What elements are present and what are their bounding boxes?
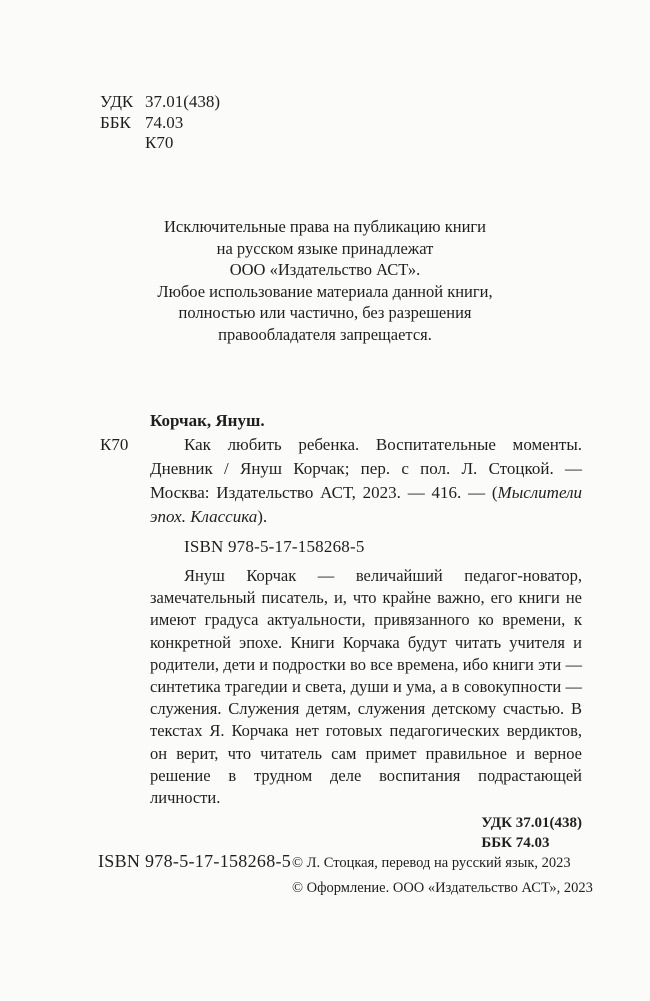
catalog-author-heading: Корчак, Януш. (150, 411, 265, 430)
text-line: правообладателя запрещается. (218, 324, 432, 344)
author-sign-margin: К70 (100, 435, 129, 454)
udk-value: 37.01(438) (145, 92, 221, 111)
catalog-entry (100, 433, 582, 529)
bbk-value: 74.03 (145, 112, 184, 132)
author-sign-spacer (100, 133, 145, 154)
series-title: Мыслители эпох. Классика (150, 483, 582, 526)
catalog-card (100, 409, 582, 853)
catalog-entry-text: Как любить ребенка. Воспитательные моменты. Дневник / Януш Корчак; пер. с пол. Л. Стоцкой. — Москва: Издательство АСТ, 2023. — 416. — ( (150, 435, 582, 502)
copyright-lines (292, 849, 593, 900)
classification-codes (100, 92, 220, 154)
text-line: © Оформление. ООО «Издательство АСТ», 2023 (292, 879, 593, 896)
author-sign: К70 (145, 133, 174, 152)
text-line: Исключительные права на публикацию книги (163, 217, 487, 236)
classification-codes-footer (481, 813, 582, 853)
text-line: полностью или частично, без разрешения (178, 303, 472, 322)
udk-footer-line: УДК 37.01(438) (481, 815, 582, 832)
bbk-label: ББК (100, 112, 131, 132)
udk-label: УДК (100, 92, 134, 111)
catalog-isbn: ISBN 978-5-17-158268-5 (184, 537, 365, 556)
bbk-footer-line: ББК 74.03 (481, 835, 550, 852)
footer-isbn: ISBN 978-5-17-158268-5 (98, 851, 292, 871)
text-line: на русском языке принадлежат (216, 238, 434, 258)
catalog-entry-closing: ). (257, 507, 268, 526)
text-line: Любое использование материала данной книги, (157, 281, 493, 301)
annotation-text: Януш Корчак — величайший педагог-новатор, замечательный писатель, и, что крайне важно, его книги не имеют градуса актуальности, привязанного ко времени, к конкретной эпохе. Книги Корчака будут читать учителя и родители, дети и подростки во все времена, ибо книги эти — синтетика трагедии и света, души и ума, а в совокупности — служения. Служения детям, служения детскому счастью. В текстах Я. Корчака нет готовых педагогических вердиктов, он верит, что читатель сам примет правильное и верное решение в трудном деле воспитания подрастающей личности. (150, 566, 582, 808)
rights-notice (0, 216, 650, 345)
imprint-footer (98, 849, 593, 900)
text-line: ООО «Издательство АСТ». (229, 260, 421, 279)
text-line: © Л. Стоцкая, перевод на русский язык, 2023 (292, 855, 571, 871)
